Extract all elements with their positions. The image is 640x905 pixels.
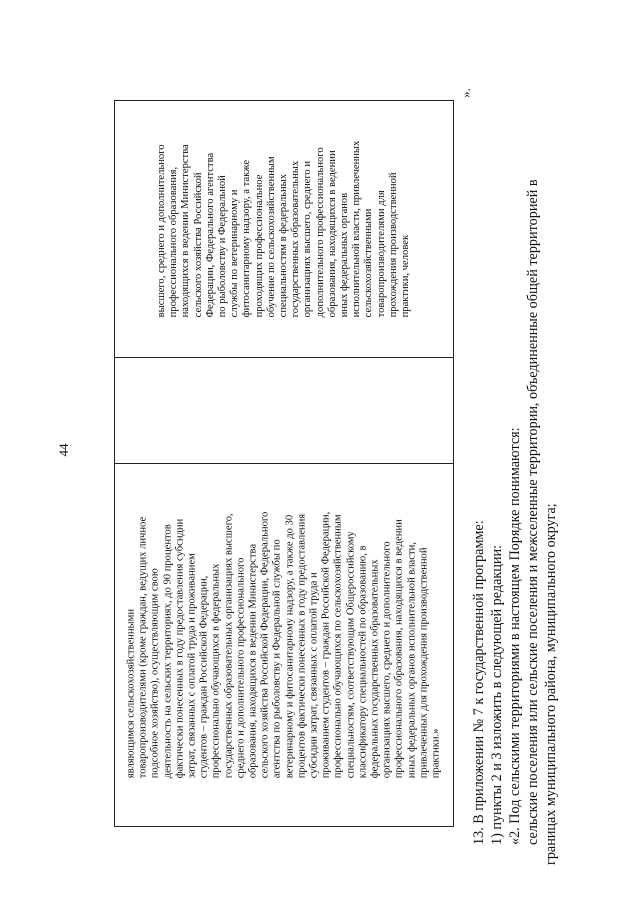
top_cell-line: сельскохозяйственными	[363, 208, 375, 318]
bottom_cell-line: сельского хозяйства Российской Федерации, Федерального	[259, 511, 271, 779]
top_cell-line: прохождения производственной	[387, 172, 399, 318]
amendment-item-13: 13. В приложении № 7 к государственной программе:	[471, 520, 487, 845]
table-cell-subsidy-text	[114, 463, 454, 827]
top_cell-line: по рыболовству и Федеральной	[216, 175, 228, 318]
bottom_cell-line: ветеринарному и фитосанитарному надзору, а также до 30	[284, 514, 295, 779]
bottom_cell-line: подсобное хозяйство), осуществляющим свою	[149, 568, 161, 779]
top_cell-line: иных федеральных органов	[338, 192, 350, 318]
top_cell-line: исполнительной власти, привлеченных	[351, 140, 363, 318]
bottom_cell-line: студентов – граждан Российской Федерации,	[198, 575, 210, 779]
top_cell-line: службы по ветеринарному и	[229, 189, 241, 318]
bottom_cell-line: затрат, связанных с оплатой труда и проживанием	[186, 553, 198, 779]
bottom_cell-line: профессионально обучающихся в федеральных	[210, 563, 222, 779]
bottom_cell-line: привлеченных для прохождения производственной	[418, 547, 430, 779]
top_cell-line: Федерации, Федерального агентства	[204, 152, 216, 318]
bottom_cell-line: товаропроизводителями (кроме граждан, ведущих личное	[137, 516, 149, 779]
top_cell-line: дополнительного профессионального	[314, 147, 326, 318]
bottom_cell-line: организациях высшего, среднего и дополнительного	[381, 541, 393, 779]
top_cell-line: фитосанитарному надзору, а также	[241, 159, 253, 318]
bottom_cell-line: образования, находящихся в ведении Министерства	[247, 543, 259, 779]
top_cell-line: специальностям в федеральных	[277, 173, 289, 318]
amendment-point-2-title: «2. Под сельскими территориями в настоящем Порядке понимаются:	[507, 427, 523, 845]
bottom_cell-line: агентства по рыболовству и Федеральной службы по	[271, 539, 283, 779]
top_cell-line: организациях высшего, среднего и	[302, 160, 314, 318]
bottom_cell-line: процентов фактически понесенных в году предоставления	[296, 513, 308, 779]
top_cell-line: профессионального образования,	[168, 166, 180, 318]
bottom_cell-line: классификатору специальностей по образованию, в	[357, 545, 369, 779]
top_cell-line: товаропроизводителями для	[375, 190, 387, 318]
bottom_cell-line: профессионально обучающихся по сельскохозяйственным	[332, 514, 344, 779]
bottom_cell-line: специальностям, соответствующим Общероссийскому	[345, 531, 357, 779]
table-cell-subsidy-paragraph	[122, 506, 445, 785]
bottom_cell-line: среднего и дополнительного профессионального	[235, 557, 247, 779]
closing-quote: ».	[457, 88, 473, 98]
bottom_cell-line: проживанием студентов – граждан Российской Федерации,	[320, 511, 332, 779]
table-cell-indicator-text	[153, 135, 415, 324]
top_cell-line: обучение по сельскохозяйственным	[265, 156, 277, 318]
page-number: 44	[56, 443, 71, 457]
amendment-text	[470, 65, 560, 865]
amendment-point-2-text-cont: границах муниципального района, муниципального округа;	[543, 503, 559, 865]
table-cell-empty	[114, 357, 454, 464]
amendment-subitem-1: 1) пункты 2 и 3 изложить в следующей редакции:	[489, 544, 505, 845]
table-cell-indicator	[114, 100, 454, 358]
top_cell-line: находящихся в ведении Министерства	[180, 144, 192, 318]
amendment-point-2-text: сельские поселения или сельские поселения и межселенные территории, объединенные общей территорией в	[525, 179, 541, 845]
top_cell-line: государственных образовательных	[290, 160, 302, 318]
top_cell-line: сельского хозяйства Российской	[192, 172, 204, 318]
top_cell-line: практики, человек	[399, 234, 411, 318]
bottom_cell-line: профессионального образования, находящихся в ведении	[393, 519, 405, 779]
bottom_cell-line: федеральных государственных образовательных	[369, 559, 381, 779]
bottom_cell-line: практики.»	[430, 728, 442, 779]
bottom_cell-line: субсидии затрат, связанных с оплатой труда и	[308, 572, 320, 779]
bottom_cell-line: иных федеральных органов исполнительной власти,	[406, 542, 418, 779]
top_cell-line: высшего, среднего и дополнительного	[155, 144, 167, 318]
top_cell-line: проходящих профессиональное	[253, 174, 265, 318]
bottom_cell-line: являющимся сельскохозяйственными	[125, 608, 137, 779]
bottom_cell-line: фактически понесенных в году предоставления субсидии	[174, 518, 186, 779]
bottom_cell-line: деятельность на сельских территориях, до 90 процентов	[161, 524, 173, 779]
bottom_cell-line: государственных образовательных организациях высшего,	[222, 513, 234, 779]
top_cell-line: образования, находящихся в ведении	[326, 150, 338, 318]
